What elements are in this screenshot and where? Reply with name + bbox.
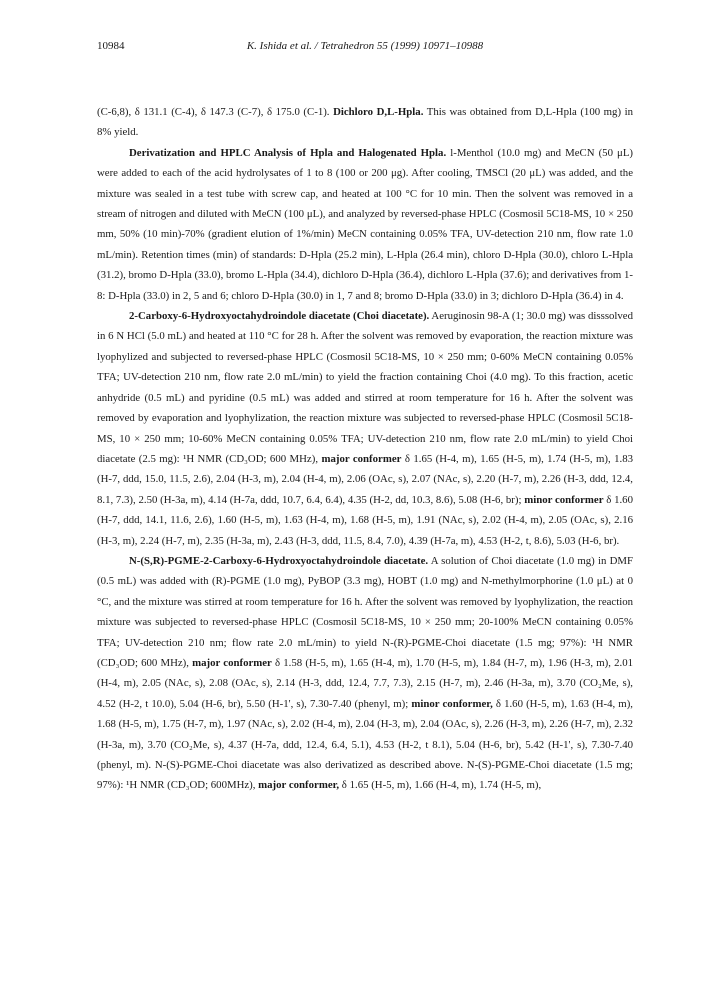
major-conformer-label: major conformer, — [258, 779, 340, 792]
paragraph-text: δ 1.65 (H-4, m), 1.65 (H-5, m), 1.74 (H-5, m), 1.83 (H-7, ddd, 15.0, 11.5, 2.6), 2.04 (H-3, m), 2.04 (H-4, m), 2.06 (OAc, s), 2.07 (NAc, s), 2.20 (H-7, m), 2.26 (H-3, ddd, 12.4, 8.1, 7.3), 2.50 (H-3a, m), 4.14 (H-7a, ddd, 10.7, 6.4, 6.4), 4.35 (H-2, dd, 10.3, 8.6), 5.08 (H-6, br); — [97, 452, 634, 506]
paragraph-text: δ 1.58 (H-5, m), 1.65 (H-4, m), 1.70 (H-5, m), 1.84 (H-7, m), 1.96 (H-3, m), 2.01 (H-4, m), 2.05 (NAc, s), 2.08 (OAc, s), 2.14 (H-3, ddd, 12.4, 7.7, 7.3), 2.15 (H-7, m), 2.46 (H-3a, m), 3.70 (CO₂Me, s), 4.52 (H-2, t 10.0), 5.04 (H-6, br), 5.50 (H-1', s), 7.30-7.40 (phenyl, m); — [97, 656, 634, 710]
paragraph-text: δ 1.60 (H-7, ddd, 14.1, 11.6, 2.6), 1.60 (H-5, m), 1.63 (H-4, m), 1.68 (H-5, m), 1.91 (NAc, s), 2.02 (H-4, m), 2.05 (OAc, s), 2.16 (H-3, m), 2.24 (H-7, m), 2.35 (H-3a, m), 2.43 (H-3, ddd, 11.5, 8.4, 7.0), 4.39 (H-7a, m), 4.53 (H-2, t, 8.6), 5.03 (H-6, br). — [97, 493, 633, 547]
paragraph-text: (C-6,8), δ 131.1 (C-4), δ 147.3 (C-7), δ 175.0 (C-1). — [97, 106, 334, 118]
minor-conformer-label: minor conformer, — [411, 697, 493, 710]
paragraph-3 — [97, 306, 633, 551]
paragraph-text: δ 1.60 (H-5, m), 1.63 (H-4, m), 1.68 (H-5, m), 1.75 (H-7, m), 1.97 (NAc, s), 2.02 (H-4, m), 2.04 (H-3, m), 2.04 (OAc, s), 2.26 (H-3, m), 2.26 (H-7, m), 2.32 (H-3a, m), 3.70 (CO₂Me, s), 4.37 (H-7a, ddd, 12.4, 6.4, 5.1), 4.53 (H-2, t 8.1), 5.04 (H-6, br), 5.42 (H-1', s), 7.30-7.40 (phenyl, m). N-(S)-PGME-Choi diacetate was also derivatized as described above. N-(S)-PGME-Choi diacetate (1.5 mg; 97%): ¹H NMR (CD₃OD; 600MHz), — [97, 697, 633, 792]
page-number: 10984 — [97, 40, 125, 52]
section-heading: 2-Carboxy-6-Hydroxyoctahydroindole diacetate (Choi diacetate). — [129, 310, 430, 323]
section-heading: N-(S,R)-PGME-2-Carboxy-6-Hydroxyoctahydroindole diacetate. — [129, 554, 429, 567]
paragraph-text: δ 1.65 (H-5, m), 1.66 (H-4, m), 1.74 (H-5, m), — [339, 779, 542, 792]
paragraph-4 — [97, 551, 633, 796]
article-body — [97, 102, 633, 796]
paragraph-text: A solution of Choi diacetate (1.0 mg) in DMF (0.5 mL) was added with (R)-PGME (1.0 mg), PyBOP (3.3 mg), HOBT (1.0 mg) and N-methylmorphorine (1.0 μL) at 0 °C, and the mixture was stirred at room temperature for 16 h. After the solvent was removed by lyophylization, the reaction mixture was subjected to reversed-phase HPLC (Cosmosil 5C18-MS, 10 × 250 mm; 20-100% MeCN containing 0.05% TFA; UV-detection 210 nm; flow rate 2.0 mL/min) to yield N-(R)-PGME-Choi diacetate (1.5 mg; 97%): ¹H NMR (CD₃OD; 600 MHz), — [97, 554, 633, 669]
section-heading: Derivatization and HPLC Analysis of Hpla and Halogenated Hpla. — [129, 146, 447, 159]
minor-conformer-label: minor conformer — [524, 493, 604, 506]
paragraph-text: l-Menthol (10.0 mg) and MeCN (50 μL) were added to each of the acid hydrolysates of 1 to 8 (100 or 200 μg). After cooling, TMSCl (20 μL) was added, and the mixture was sealed in a test tube with screw cap, and heated at 100 °C for 10 min. Then the solvent was removed in a stream of nitrogen and diluted with MeCN (100 μL), and analyzed by reversed-phase HPLC (Cosmosil 5C18-MS, 10 × 250 mm, 50% (10 min)-70% (gradient elution of 1%/min) MeCN containing 0.05% TFA, UV-detection 210 nm, flow rate 1.0 mL/min). Retention times (min) of standards: D-Hpla (25.2 min), L-Hpla (26.4 min), chloro D-Hpla (30.0), chloro L-Hpla (31.2), bromo D-Hpla (33.0), bromo L-Hpla (34.4), dichloro D-Hpla (36.4), dichloro L-Hpla (37.6); and derivatives from 1-8: D-Hpla (33.0) in 2, 5 and 6; chloro D-Hpla (30.0) in 1, 7 and 8; bromo D-Hpla (33.0) in 3; dichloro D-Hpla (36.4) in 4. — [97, 146, 634, 302]
paragraph-1 — [97, 102, 633, 143]
major-conformer-label: major conformer — [192, 656, 272, 669]
major-conformer-label: major conformer — [321, 452, 402, 465]
running-title: K. Ishida et al. / Tetrahedron 55 (1999) 10971–10988 — [246, 40, 484, 52]
paragraph-text: Aeruginosin 98-A (1; 30.0 mg) was disssolved in 6 N HCl (5.0 mL) and heated at 110 °C for 28 h. After the solvent was removed by evaporation, the reaction mixture was lyophylized and subjected to reversed-phase HPLC (Cosmosil 5C18-MS, 10 × 250 mm; 0-60% MeCN containing 0.05% TFA; UV-detection 210 nm, flow rate 2.0 mL/min) to yield the fraction containing Choi (4.0 mg). To this fraction, acetic anhydride (0.5 mL) and pyridine (0.5 mL) was added and stirred at room temperature for 16 h. After the solvent was removed by evaporation and lyophylization, the reaction mixture was subjected to reversed-phase HPLC (Cosmosil 5C18-MS, 10 × 250 mm; 10-60% MeCN containing 0.05% TFA; UV-detection 210 nm, flow rate 2.0 mL/min) to yield Choi diacetate (2.5 mg): ¹H NMR (CD₃OD; 600 MHz), — [97, 310, 634, 465]
paragraph-2 — [97, 143, 633, 306]
paragraph-text: This was obtained from D,L-Hpla (100 mg) in 8% yield. — [97, 106, 634, 139]
section-heading: Dichloro D,L-Hpla. — [333, 106, 424, 118]
